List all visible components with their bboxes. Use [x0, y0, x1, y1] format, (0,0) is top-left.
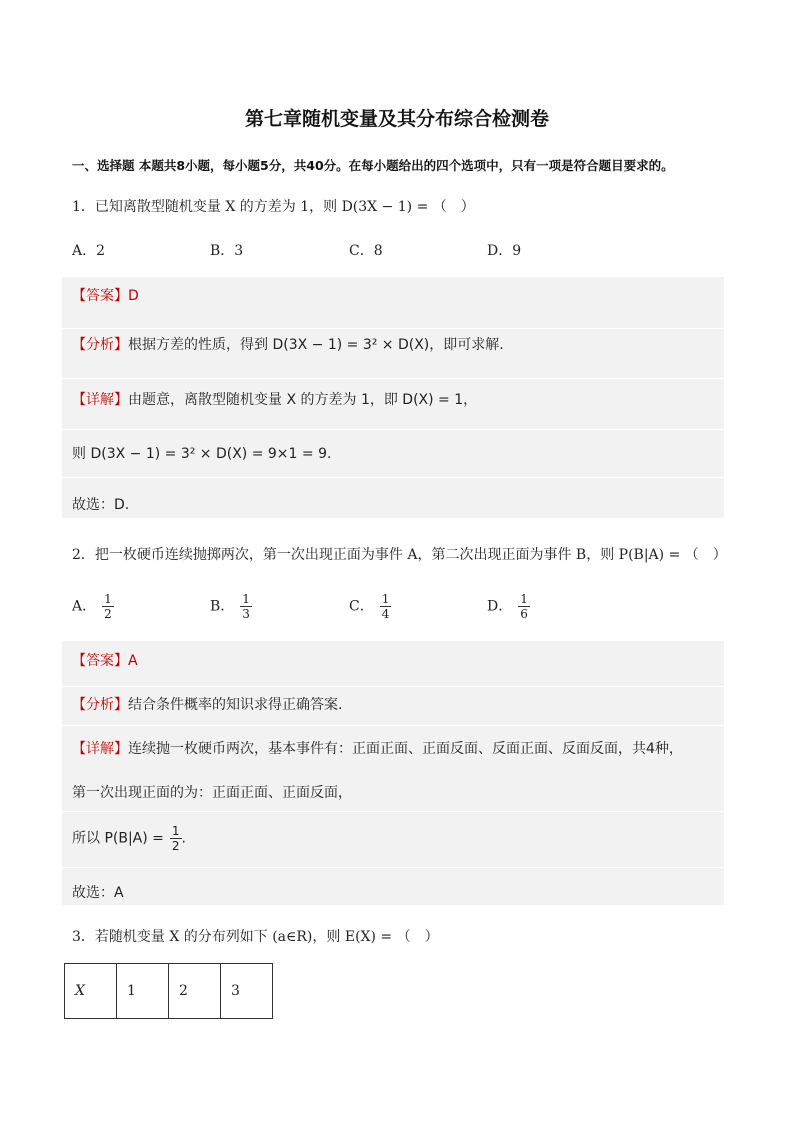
answer-tag: 【答案】	[72, 653, 128, 669]
page-title: 第七章随机变量及其分布综合检测卷	[244, 108, 549, 130]
question-2-answer	[72, 650, 138, 670]
analysis-text: 根据方差的性质，得到 D(3X − 1) = 3² × D(X)，即可求解.	[128, 337, 504, 353]
analysis-tag: 【分析】	[72, 337, 128, 353]
denominator: 3	[242, 607, 250, 621]
question-1-stem: 1．已知离散型随机变量 X 的方差为 1，则 D(3X − 1) = （ ）	[72, 199, 475, 215]
option-b	[210, 592, 252, 621]
answer-tag: 【答案】	[72, 288, 128, 304]
option-d-fraction	[518, 592, 530, 621]
question-3-stem: 3．若随机变量 X 的分布列如下 (a∈R)，则 E(X) = （ ）	[72, 929, 439, 945]
detail-text: 连续抛一枚硬币两次，基本事件有：正面正面、正面反面、反面正面、反面反面，共4种，	[128, 741, 683, 757]
numerator: 1	[520, 592, 528, 606]
question-1-answer	[72, 285, 139, 305]
section-heading: 一、选择题 本题共8小题，每小题5分，共40分。在每小题给出的四个选项中，只有一项是符合题目要求的。	[72, 158, 674, 173]
question-2-detail	[72, 738, 683, 758]
detail-tag: 【详解】	[72, 392, 128, 408]
option-c-fraction	[380, 592, 392, 621]
period: .	[181, 830, 186, 847]
question-1-choice: 故选：D.	[72, 497, 130, 513]
option-b-label: B．	[210, 598, 235, 615]
table-cell: 3	[221, 964, 273, 1019]
table-cell: 2	[169, 964, 221, 1019]
denominator: 2	[171, 839, 180, 853]
distribution-table	[64, 963, 273, 1019]
option-b-fraction	[240, 592, 252, 621]
question-1-detail	[72, 389, 477, 409]
denominator: 2	[104, 607, 112, 621]
question-2-outcomes: 第一次出现正面的为：正面正面、正面反面，	[72, 785, 352, 801]
answer-value: D	[128, 288, 139, 304]
detail-tag: 【详解】	[72, 741, 128, 757]
option-a: A．2	[72, 243, 106, 259]
option-a-label: A．	[72, 598, 97, 615]
option-d: D．9	[487, 243, 522, 259]
conclusion-fraction	[170, 824, 182, 853]
table-cell: X	[65, 964, 117, 1019]
option-d	[487, 592, 530, 621]
conclusion-text: 所以 P(B|A) =	[72, 830, 164, 847]
table-row	[65, 964, 273, 1019]
question-1-analysis	[72, 334, 504, 354]
table-cell: 1	[117, 964, 169, 1019]
detail-text: 由题意，离散型随机变量 X 的方差为 1，即 D(X) = 1，	[128, 392, 478, 408]
question-1-derivation: 则 D(3X − 1) = 3² × D(X) = 9×1 = 9.	[72, 446, 332, 462]
option-c-label: C．	[349, 598, 374, 615]
numerator: 1	[242, 592, 250, 606]
question-2-choice: 故选：A	[72, 885, 124, 901]
question-2-options	[72, 592, 632, 624]
option-a	[72, 592, 114, 621]
option-c: C．8	[349, 243, 383, 259]
denominator: 6	[520, 607, 528, 621]
numerator: 1	[381, 592, 390, 606]
option-a-fraction	[102, 592, 114, 621]
question-2-stem: 2．把一枚硬币连续抛掷两次，第一次出现正面为事件 A，第二次出现正面为事件 B，则 P(B|A) = （ ）	[72, 547, 727, 563]
question-2-solution-box	[62, 641, 724, 905]
analysis-tag: 【分析】	[72, 697, 128, 713]
analysis-text: 结合条件概率的知识求得正确答案.	[128, 697, 343, 713]
option-d-label: D．	[487, 598, 513, 615]
denominator: 4	[381, 607, 390, 621]
question-2-conclusion	[72, 824, 186, 853]
option-b: B．3	[210, 243, 244, 259]
question-2-analysis	[72, 694, 342, 714]
answer-value: A	[128, 653, 138, 669]
numerator: 1	[104, 592, 112, 606]
option-c	[349, 592, 391, 621]
numerator: 1	[171, 824, 180, 838]
